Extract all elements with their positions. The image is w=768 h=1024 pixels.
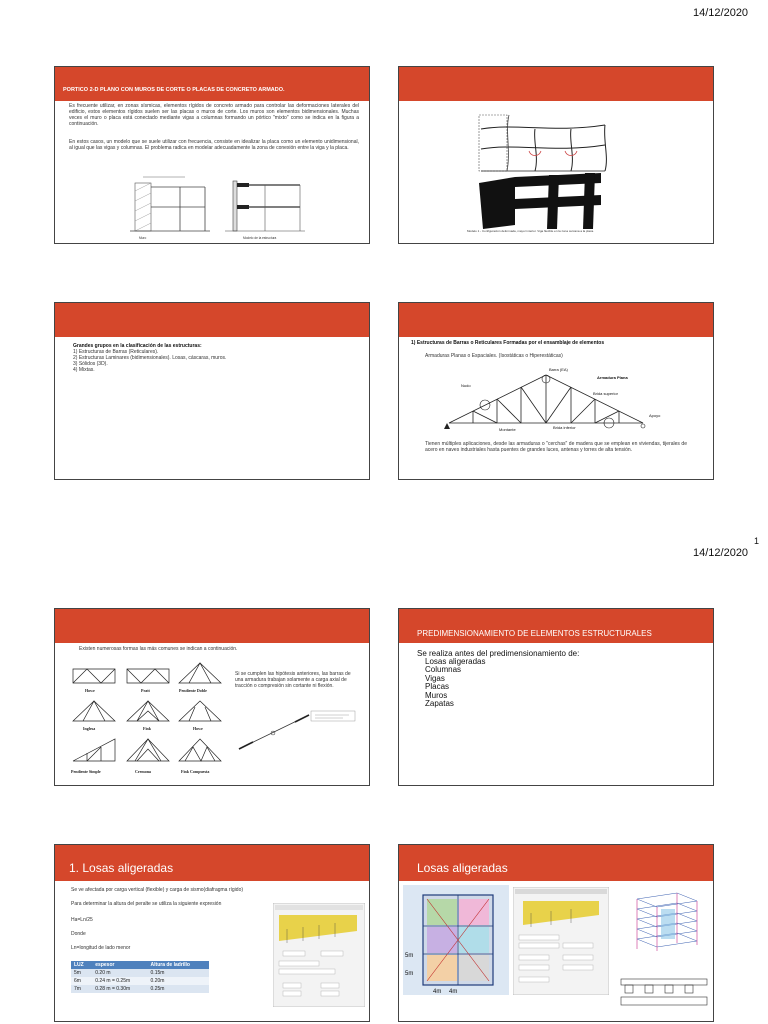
truss-name: Cremona — [135, 769, 151, 774]
table-cell: 0.25m — [148, 985, 209, 993]
truss-name: Pendiente Simple — [71, 769, 101, 774]
table-cell: 0.15m — [148, 969, 209, 977]
deformed-frame-shaded — [475, 173, 605, 229]
label-armadura: Armadura Plana — [597, 375, 628, 380]
slide-paragraph: Tienen múltiples aplicaciones, desde las armaduras o "cerchas" de madera que se emplean en viviendas, tijerales de acero en naves industriales hasta puentes de grandes luces, antenas y torres de alta tensión. — [425, 441, 687, 453]
date-top: 14/12/2020 — [693, 7, 749, 19]
slide-heading: 1) Estructuras de Barras o Reticulares Formadas por el ensamblaje de elementos — [411, 340, 605, 346]
dimension-label: 4m — [449, 989, 458, 995]
table-cell: 0.20m — [148, 977, 209, 985]
list-item: 4) Mixtas. — [73, 367, 95, 373]
truss-name: Fink — [143, 726, 152, 731]
classification-heading: Grandes grupos en la clasificación de las estructuras: — [73, 343, 202, 349]
table-cell: 0.28 m = 0.30m — [92, 985, 147, 993]
slide-title-bar — [55, 67, 369, 101]
slide-paragraph-2: En estos casos, un modelo que se suele utilizar con frecuencia, consiste en idealizar la placa como un elemento unidimensional, al igual que las vigas y columnas. El problema radica en modelar adecuadamente la zona de conexión entre la viga y la placa. — [69, 139, 359, 151]
list-item: 2) Estructuras Laminares (bidimensionales). Losas, cáscaras, muros. — [73, 355, 227, 361]
truss-name: Howe — [193, 726, 203, 731]
slide-title: 1. Losas aligeradas — [69, 861, 174, 875]
slide-8-losas-software — [398, 844, 714, 1022]
table-header: Altura de ladrillo — [148, 961, 209, 969]
axial-bar-sketch — [229, 709, 359, 753]
luz-table — [71, 961, 209, 993]
slide-line: Se ve afectada por carga vertical (flexible) y carga de sismo(diafragma rígido) — [71, 887, 244, 893]
slide-title-bar — [55, 845, 369, 881]
table-cell: 0.20 m — [92, 969, 147, 977]
figure-caption: Modelo 1 - Configuración deformada, mayor interior. Viga flexible en la zona cercana a la placa. — [467, 229, 595, 233]
table-row — [71, 977, 209, 985]
table-cell: 5m — [71, 969, 92, 977]
floor-plan-thumbnail — [403, 885, 509, 995]
label-nudo: Nudo — [461, 383, 471, 388]
date-middle: 14/12/2020 — [693, 547, 749, 559]
truss-types-grid — [69, 657, 225, 783]
slide-line: Donde — [71, 931, 86, 937]
table-header: LUZ — [71, 961, 92, 969]
slide-3-clasificacion — [54, 302, 370, 480]
portico-figure — [125, 163, 315, 241]
list-item: Losas aligeradas — [425, 657, 486, 666]
label-barra: Barra (EA) — [549, 367, 568, 372]
truss-name: Howe — [85, 688, 95, 693]
slide-intro: Existen numerosas formas las más comunes se indican a continuación. — [79, 646, 238, 652]
slide-4-armaduras — [398, 302, 714, 480]
slide-7-losas-aligeradas — [54, 844, 370, 1022]
predimension-list — [425, 658, 485, 708]
slab-section-thumbnail — [617, 965, 711, 1009]
slide-line: Ha=Ln/25 — [71, 917, 93, 923]
dimension-label: 5m — [405, 971, 414, 977]
svg-text:Modelo de la estructura: Modelo de la estructura — [243, 236, 277, 240]
slide-side-text: Si se cumplen las hipótesis anteriores, las barras de una armadura trabajan solamente a carga axial de tracción o compresión sin cortante ni flexión. — [235, 671, 351, 689]
table-row — [71, 985, 209, 993]
dimension-label: 5m — [405, 953, 414, 959]
truss-name: Pendiente Doble — [179, 688, 207, 693]
slide-title: PORTICO 2-D PLANO CON MUROS DE CORTE O PLACAS DE CONCRETO ARMADO. — [63, 87, 285, 93]
svg-text:Muro: Muro — [139, 236, 147, 240]
slide-title-bar — [399, 845, 713, 881]
slide-title: PREDIMENSIONAMIENTO DE ELEMENTOS ESTRUCTURALES — [417, 629, 652, 638]
page-number: 1 — [754, 536, 760, 546]
software-dialog-thumbnail — [273, 903, 365, 1007]
truss-diagram — [443, 365, 673, 433]
slide-6-predimensionamiento — [398, 608, 714, 786]
slide-title: Losas aligeradas — [417, 861, 508, 875]
table-row — [71, 969, 209, 977]
slide-lead: Se realiza antes del predimensionamiento de: — [417, 649, 580, 658]
label-brida-inferior: Brida inferior — [553, 425, 576, 430]
building-3d-thumbnail — [617, 885, 711, 957]
slide-paragraph-1: Es frecuente utilizar, en zonas sísmicas, elementos rígidos de concreto armado para controlar las deformaciones laterales del edificio, estos elementos rígidos suelen ser las placas o muros de corte. Los muros son elementos bidimensionales. Muchas veces el muro o placa está conectado mediante vigas a columnas formando un pórtico "mixto" como se indica en la figura a continuación. — [69, 103, 359, 127]
list-item: Columnas — [425, 665, 462, 675]
dimension-label: 4m — [433, 989, 442, 995]
table-cell: 0.24 m = 0.25m — [92, 977, 147, 985]
classification-list — [73, 349, 226, 373]
slide-line: Ln=longitud de lado menor — [71, 945, 131, 951]
table-cell: 7m — [71, 985, 92, 993]
slide-title-bar — [399, 303, 713, 337]
label-brida-superior: Brida superior — [593, 391, 618, 396]
label-apoyo: Apoyo — [649, 413, 661, 418]
slide-5-tipos-armaduras — [54, 608, 370, 786]
list-item: Muros — [425, 690, 448, 700]
slide-title-bar — [55, 303, 369, 337]
slide-subheading: Armaduras Planas o Espaciales. (Isostáticas o Hiperestáticas) — [425, 353, 563, 359]
truss-name: Pratt — [141, 688, 150, 693]
slide-title-bar — [55, 609, 369, 643]
slide-1-portico — [54, 66, 370, 244]
truss-name: Inglesa — [83, 726, 96, 731]
slide-2-deformada — [398, 66, 714, 244]
label-montante: Montante — [499, 427, 516, 432]
list-item: 3) Sólidos (3D). — [73, 361, 108, 367]
slide-title-bar — [399, 609, 713, 643]
software-dialog-thumbnail — [513, 887, 609, 995]
deformed-frame-sketch — [475, 111, 615, 175]
truss-name: Fink Compuesta — [181, 769, 210, 774]
list-item: Zapatas — [425, 699, 454, 709]
slide-line: Para determinar la altura del peralte se utiliza la siguiente expresión — [71, 901, 222, 907]
slide-title-bar — [399, 67, 713, 101]
list-item: Placas — [425, 682, 450, 692]
list-item: 1) Estructuras de Barras (Reticulares). — [73, 349, 159, 355]
table-cell: 6m — [71, 977, 92, 985]
table-header: espesor — [92, 961, 147, 969]
list-item: Vigas — [425, 673, 445, 683]
